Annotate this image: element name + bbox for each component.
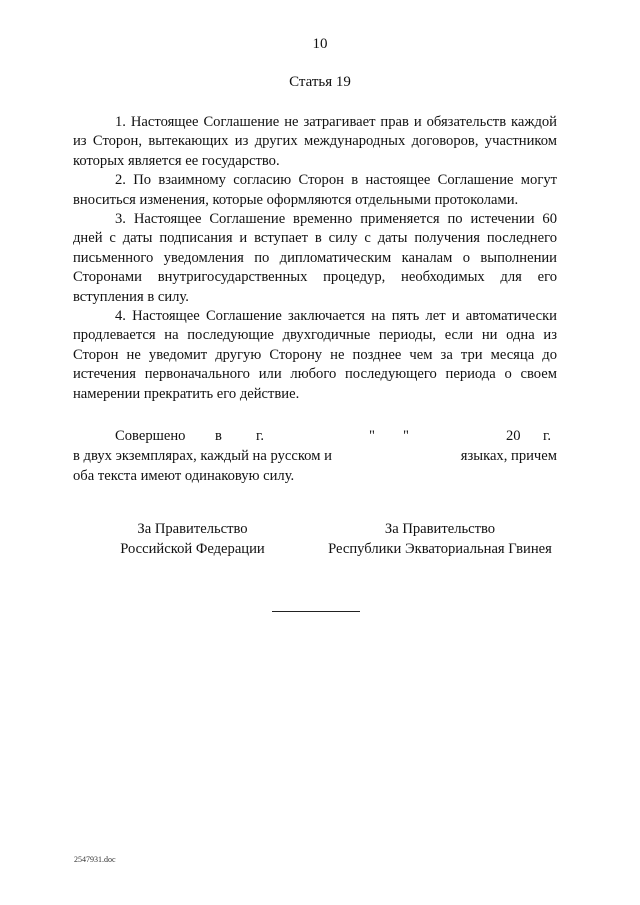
- done-year-suffix: г.: [543, 428, 551, 444]
- signature-eg-line1: За Правительство: [384, 521, 496, 537]
- footer-filename: 2547931.doc: [74, 855, 116, 864]
- closing-rule: [272, 611, 360, 612]
- article-title: Статья 19: [289, 74, 351, 90]
- signature-eg-line2: Республики Экваториальная Гвинея: [328, 541, 552, 557]
- paragraph-4: 4. Настоящее Соглашение заключается на пять лет и автоматически продлевается на последующие двухгодичные периоды, если ни одна из Сторон не уведомит другую Сторону не позднее чем за три месяца до истечения первоначального или любого последующего периода о своем намерении прекратить его действие.: [73, 308, 557, 402]
- done-year-prefix: 20: [506, 428, 521, 444]
- done-block: [73, 426, 557, 486]
- equal-force-text: оба текста имеют одинаковую силу.: [73, 468, 295, 484]
- done-line: [73, 426, 557, 446]
- languages-text: языках, причем: [460, 448, 557, 464]
- signature-russia-line2: Российской Федерации: [120, 541, 265, 557]
- paragraph-3: 3. Настоящее Соглашение временно применяется по истечении 60 дней с даты подписания и вступает в силу с даты получения последнего письменного уведомления по дипломатическим каналам о выполнении Сторонами внутригосударственных процедур, необходимых для его вступления в силу.: [73, 211, 557, 305]
- signature-equatorial-guinea: [315, 519, 565, 559]
- done-quote-close: ": [403, 428, 409, 444]
- article-body: [73, 113, 557, 404]
- copies-text: в двух экземплярах, каждый на русском и: [73, 448, 332, 464]
- paragraph-2: 2. По взаимному согласию Сторон в настоящее Соглашение могут вноситься изменения, которые оформляются отдельными протоколами.: [73, 172, 557, 208]
- done-city-abbr: г.: [256, 428, 264, 444]
- page-number: 10: [312, 36, 328, 52]
- copies-line: [73, 446, 557, 466]
- done-in: в: [215, 428, 222, 444]
- paragraph-1: 1. Настоящее Соглашение не затрагивает прав и обязательств каждой из Сторон, вытекающих из других международных договоров, участником которых является ее государство.: [73, 114, 557, 169]
- signature-russia-line1: За Правительство: [137, 521, 248, 537]
- done-quote-open: ": [369, 428, 375, 444]
- signature-russia: [100, 519, 285, 559]
- done-word: Совершено: [115, 428, 186, 444]
